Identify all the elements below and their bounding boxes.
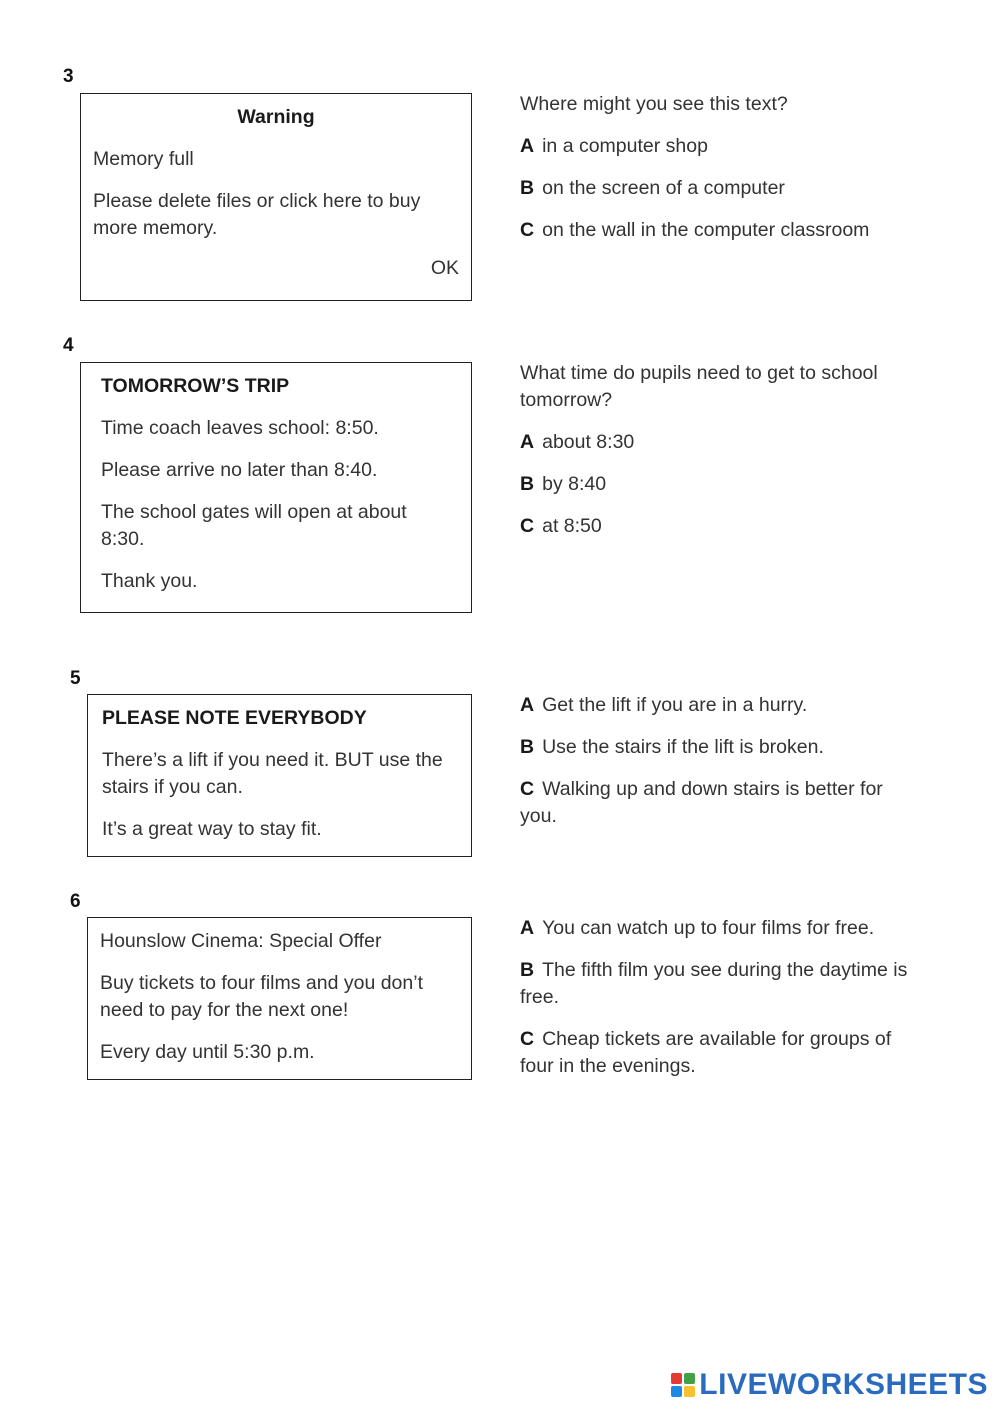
notice-line: There’s a lift if you need it. BUT use the stairs if you can. [102, 749, 443, 798]
option-c[interactable] [520, 217, 920, 244]
option-letter: B [520, 959, 535, 981]
notice-line: Time coach leaves school: 8:50. [101, 417, 379, 439]
option-text: at 8:50 [542, 515, 602, 537]
option-c[interactable] [520, 776, 920, 830]
question-5-options [520, 692, 920, 845]
liveworksheets-logo [671, 1368, 988, 1402]
option-letter: B [520, 177, 535, 199]
lift-notice [87, 694, 472, 857]
option-letter: A [520, 917, 535, 939]
option-letter: C [520, 1028, 535, 1050]
option-a[interactable] [520, 133, 920, 160]
option-text: Use the stairs if the lift is broken. [542, 736, 824, 758]
option-letter: B [520, 736, 535, 758]
notice-title: Warning [237, 106, 315, 128]
ok-button[interactable]: OK [430, 257, 459, 279]
question-prompt: What time do pupils need to get to school tomorrow? [520, 362, 878, 411]
notice-line: Buy tickets to four films and you don’t need to pay for the next one! [100, 972, 423, 1021]
option-b[interactable] [520, 471, 920, 498]
option-letter: A [520, 431, 535, 453]
notice-line: It’s a great way to stay fit. [102, 818, 322, 840]
option-b[interactable] [520, 957, 920, 1011]
question-3-options [520, 91, 920, 259]
option-letter: C [520, 219, 535, 241]
option-text: Get the lift if you are in a hurry. [542, 694, 808, 716]
option-letter: B [520, 473, 535, 495]
question-number-5: 5 [70, 668, 81, 689]
question-number-4: 4 [63, 335, 74, 356]
option-text: in a computer shop [542, 135, 708, 157]
option-letter: A [520, 135, 535, 157]
option-text: on the wall in the computer classroom [542, 219, 870, 241]
notice-line: Every day until 5:30 p.m. [100, 1041, 315, 1063]
option-text: on the screen of a computer [542, 177, 785, 199]
question-number-3: 3 [63, 66, 74, 87]
question-6-options [520, 915, 920, 1095]
notice-title: PLEASE NOTE EVERYBODY [102, 707, 367, 729]
notice-line: Please arrive no later than 8:40. [101, 459, 378, 481]
question-number-6: 6 [70, 891, 81, 912]
option-a[interactable] [520, 915, 920, 942]
warning-notice [80, 93, 472, 301]
option-a[interactable] [520, 692, 920, 719]
question-prompt: Where might you see this text? [520, 93, 788, 115]
option-letter: C [520, 778, 535, 800]
option-text: about 8:30 [542, 431, 635, 453]
option-a[interactable] [520, 429, 920, 456]
notice-line: Please delete files or click here to buy more memory. [93, 190, 421, 239]
option-text: Walking up and down stairs is better for you. [520, 778, 883, 827]
notice-line: The school gates will open at about 8:30. [101, 501, 407, 550]
option-text: You can watch up to four films for free. [542, 917, 875, 939]
logo-grid-icon [671, 1373, 695, 1397]
notice-line: Memory full [93, 148, 194, 170]
option-b[interactable] [520, 175, 920, 202]
option-letter: C [520, 515, 535, 537]
cinema-notice [87, 917, 472, 1080]
option-letter: A [520, 694, 535, 716]
notice-line: Hounslow Cinema: Special Offer [100, 930, 382, 952]
notice-line: Thank you. [101, 570, 198, 592]
notice-title: TOMORROW’S TRIP [101, 375, 290, 397]
option-text: by 8:40 [542, 473, 607, 495]
option-text: Cheap tickets are available for groups of four in the evenings. [520, 1028, 892, 1077]
option-text: The fifth film you see during the daytime is free. [520, 959, 908, 1008]
brand-name: LIVEWORKSHEETS [699, 1368, 988, 1401]
trip-notice [80, 362, 472, 613]
option-c[interactable] [520, 513, 920, 540]
option-b[interactable] [520, 734, 920, 761]
option-c[interactable] [520, 1026, 920, 1080]
question-4-options [520, 360, 920, 555]
